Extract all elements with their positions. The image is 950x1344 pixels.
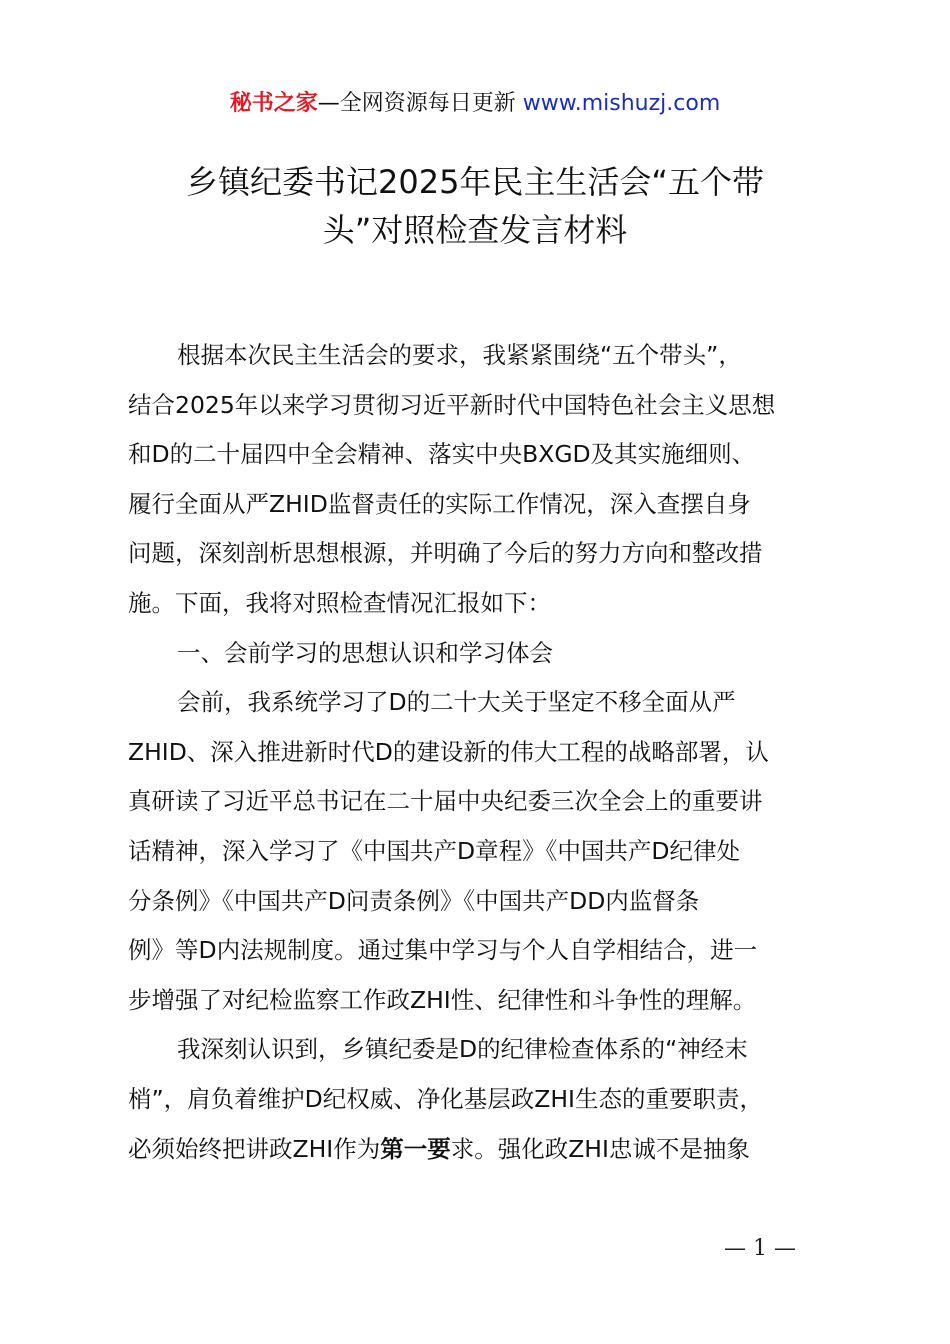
- text-line: 话精神，深入学习了《中国共产D章程》《中国共产D纪律处: [128, 836, 740, 865]
- bold-emphasis: 第一要: [380, 1134, 451, 1163]
- text-line: 问题，深刻剖析思想根源，并明确了今后的努力方向和整改措: [128, 539, 763, 568]
- page-number: — 1 —: [724, 1236, 796, 1261]
- text-line: 会前，我系统学习了D的二十大关于坚定不移全面从严: [177, 688, 736, 717]
- text-line: 履行全面从严ZHID监督责任的实际工作情况，深入查摆自身: [128, 489, 751, 518]
- text-line: 分条例》《中国共产D问责条例》《中国共产DD内监督条: [128, 886, 700, 915]
- title-line-2: 头”对照检查发言材料: [322, 211, 628, 249]
- document-body: [128, 331, 858, 1174]
- text-line: 和D的二十届四中全会精神、落实中央BXGD及其实施细则、: [128, 440, 756, 469]
- text-line: 根据本次民主生活会的要求，我紧紧围绕“五个带头”，: [177, 341, 742, 369]
- brand-name: 秘书之家: [229, 91, 318, 116]
- document-title: [110, 158, 840, 254]
- site-header: [0, 88, 950, 120]
- section-heading: 一、会前学习的思想认识和学习体会: [177, 638, 553, 667]
- text-line: 我深刻认识到，乡镇纪委是D的纪律检查体系的“神经末: [177, 1035, 748, 1064]
- text-line: 例》等D内法规制度。通过集中学习与个人自学相结合，进一: [128, 936, 758, 965]
- text-segment: 求。强化政ZHI忠诚不是抽象: [450, 1134, 750, 1163]
- text-line: 步增强了对纪检监察工作政ZHI性、纪律性和斗争性的理解。: [128, 985, 757, 1014]
- text-line: 结合2025年以来学习贯彻习近平新时代中国特色社会主义思想: [128, 390, 776, 419]
- text-segment: 必须始终把讲政ZHI作为: [128, 1134, 381, 1163]
- text-line: 施。下面，我将对照检查情况汇报如下：: [128, 588, 551, 617]
- text-line-mixed: [128, 1125, 858, 1175]
- title-line-1: 乡镇纪委书记2025年民主生活会“五个带: [185, 163, 765, 201]
- site-url-link[interactable]: www.mishuzj.com: [522, 91, 721, 116]
- text-line: ZHID、深入推进新时代D的建设新的伟大工程的战略部署，认: [128, 737, 769, 766]
- text-line: 梢”，肩负着维护D纪权威、净化基层政ZHI生态的重要职责，: [128, 1084, 763, 1113]
- header-tagline: —全网资源每日更新: [317, 91, 523, 116]
- text-line: 真研读了习近平总书记在二十届中央纪委三次全会上的重要讲: [128, 787, 763, 816]
